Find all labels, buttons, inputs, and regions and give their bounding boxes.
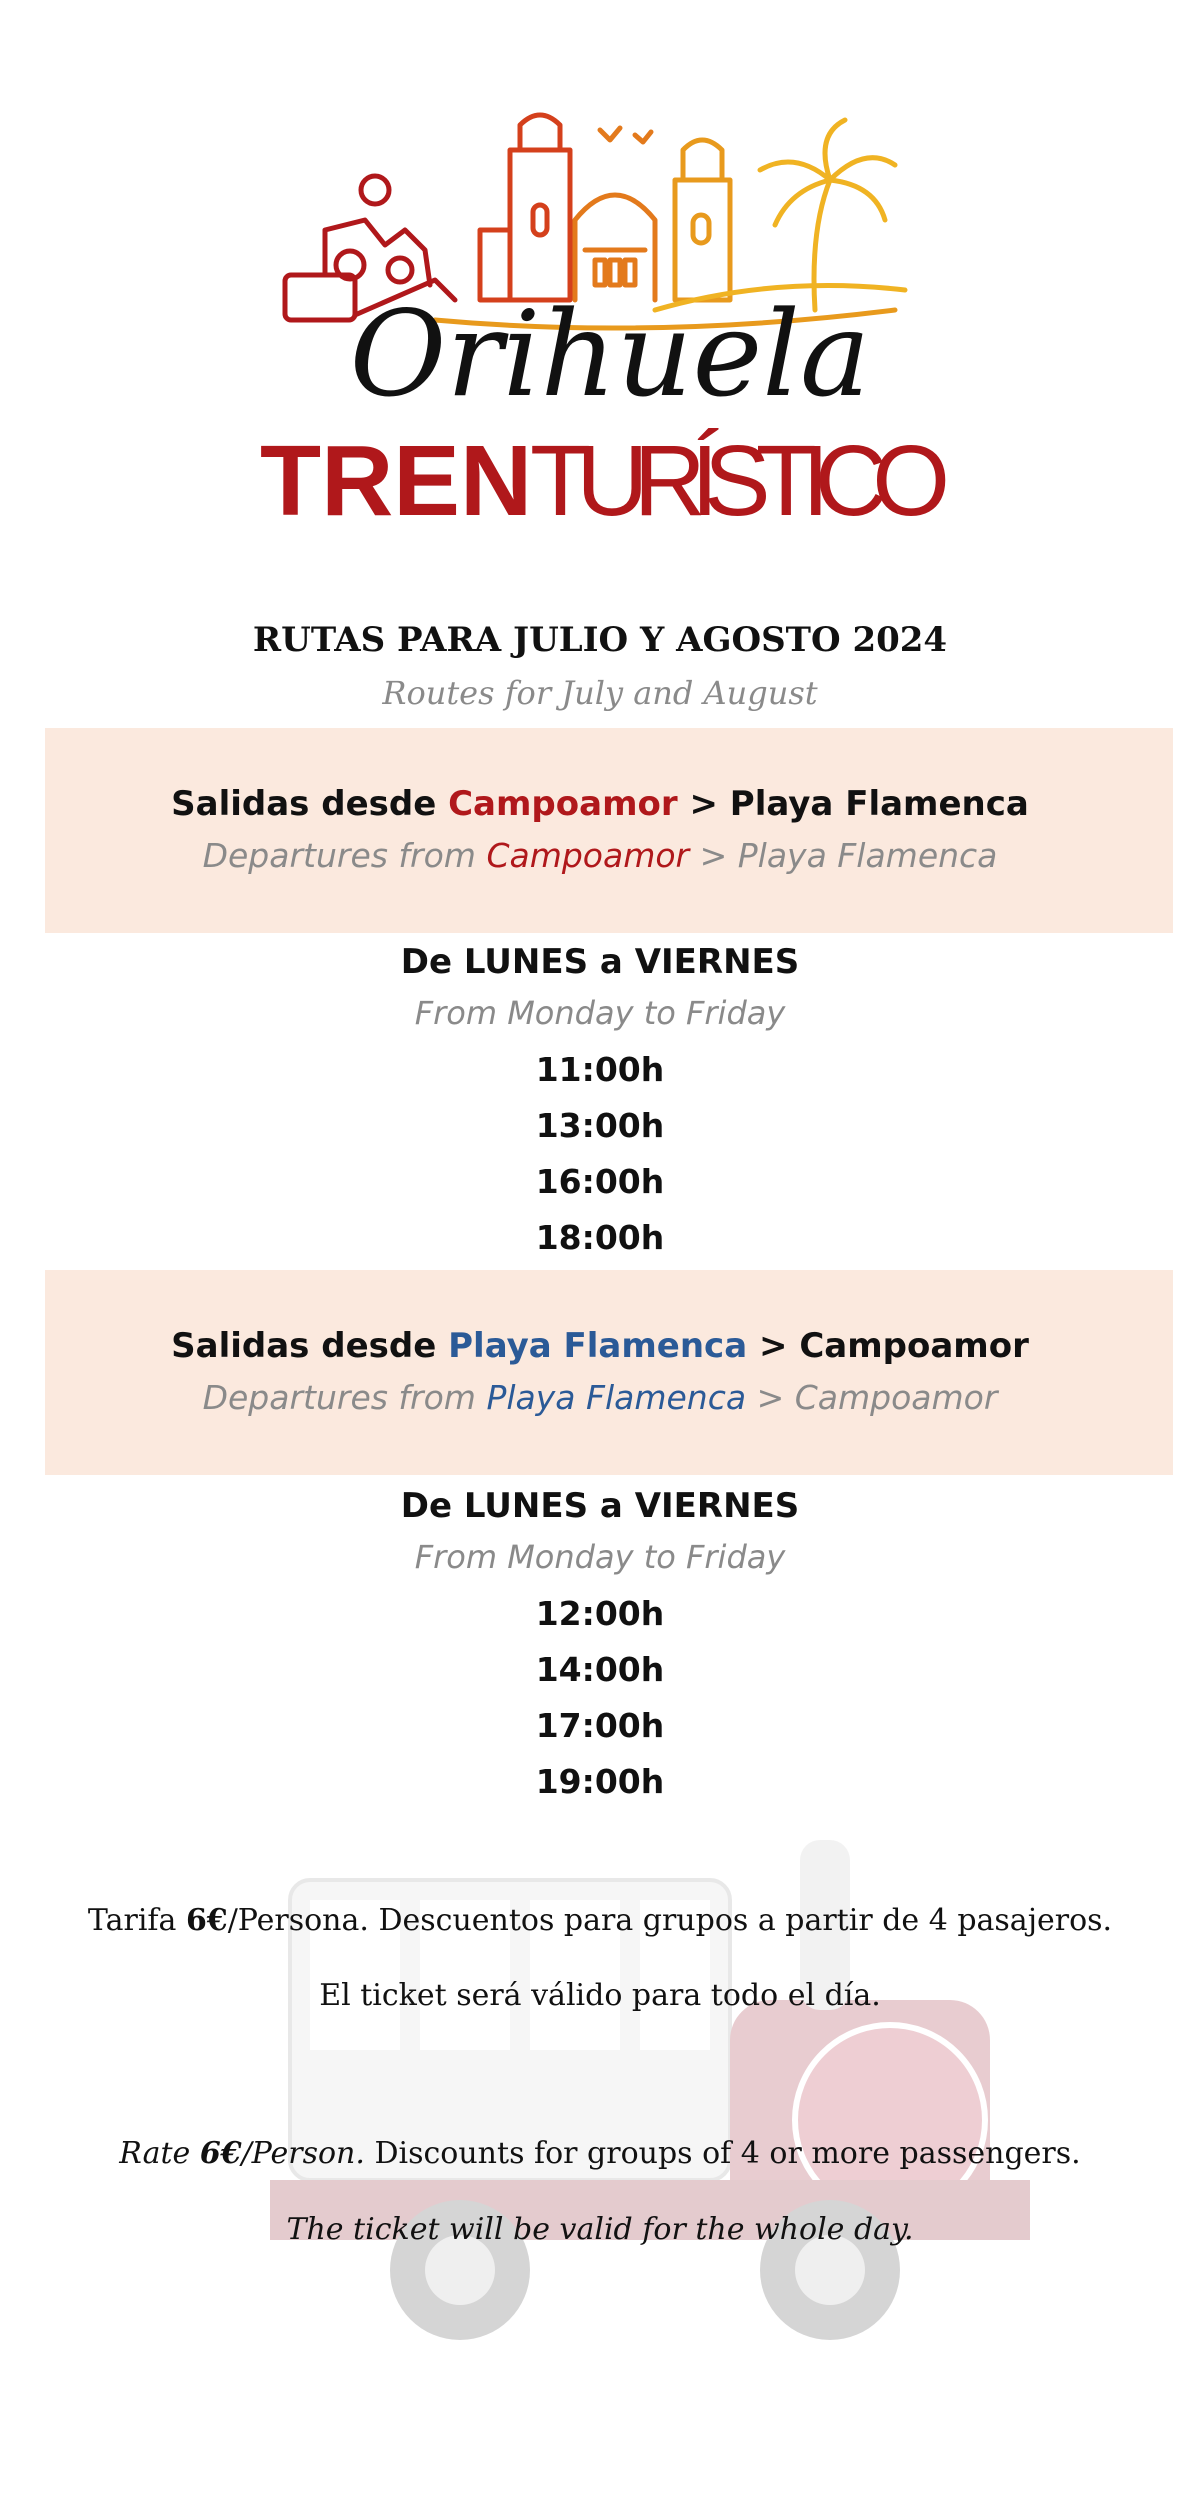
- route-2-origin-en: Playa Flamenca: [486, 1378, 747, 1417]
- route-2-time: 19:00h: [535, 1762, 665, 1801]
- logo-palm-icon: [760, 120, 895, 310]
- route-1-destination: > Playa Flamenca: [677, 784, 1029, 824]
- fare-es-price: 6€: [185, 1903, 228, 1938]
- route-2-destination-en: > Campoamor: [746, 1378, 998, 1417]
- logo-belltower-icon: [675, 140, 730, 300]
- route-1-destination-en: > Playa Flamenca: [689, 836, 998, 875]
- fare-en-line2: The ticket will be valid for the whole day.: [286, 2212, 914, 2247]
- orihuela-logo: [255, 110, 965, 530]
- route-2-time: 17:00h: [535, 1706, 665, 1745]
- route-1-band: [45, 728, 1173, 933]
- route-2-prefix: Salidas desde: [171, 1326, 449, 1366]
- route-1-time: 16:00h: [535, 1162, 665, 1201]
- route-2-prefix-en: Departures from: [202, 1378, 487, 1417]
- route-2-origin: Playa Flamenca: [448, 1326, 748, 1366]
- route-2-destination: > Campoamor: [747, 1326, 1029, 1366]
- fare-en-per-person: /Person.: [241, 2136, 365, 2171]
- fare-en-line1: [0, 2136, 1200, 2171]
- route-1-subtitle: [0, 836, 1200, 875]
- route-2-days: De LUNES a VIERNES: [400, 1486, 800, 1526]
- fare-es-discount: /Persona. Descuentos para grupos a partir de 4 pasajeros.: [227, 1903, 1113, 1938]
- fare-es-line1: [0, 1903, 1200, 1938]
- route-1-prefix: Salidas desde: [171, 784, 449, 824]
- route-1-days-en: From Monday to Friday: [414, 994, 786, 1032]
- route-1-origin: Campoamor: [448, 784, 678, 824]
- route-2-time: 14:00h: [535, 1650, 665, 1689]
- route-2-title: [0, 1326, 1200, 1366]
- route-2-time: 12:00h: [535, 1594, 665, 1633]
- route-1-origin-en: Campoamor: [486, 836, 690, 875]
- route-1-time: 13:00h: [535, 1106, 665, 1145]
- fare-es-line2: El ticket será válido para todo el día.: [319, 1978, 881, 2013]
- fare-en-discount: Discounts for groups of 4 or more passengers.: [364, 2136, 1081, 2171]
- route-1-time: 11:00h: [535, 1050, 665, 1089]
- logo-church-icon: [575, 128, 655, 300]
- logo-script-text: Orihuela: [349, 285, 871, 423]
- route-2-subtitle: [0, 1378, 1200, 1417]
- fare-es-label: Tarifa: [87, 1903, 186, 1938]
- route-1-time: 18:00h: [535, 1218, 665, 1257]
- route-2-days-en: From Monday to Friday: [414, 1538, 786, 1576]
- tourist-train-icon: [190, 1800, 1090, 2360]
- page-subtitle: Routes for July and August: [382, 674, 818, 712]
- logo-word-tren: TREN: [260, 425, 533, 530]
- route-1-days: De LUNES a VIERNES: [400, 942, 800, 982]
- fare-en-price: 6€: [199, 2136, 242, 2171]
- route-1-prefix-en: Departures from: [202, 836, 487, 875]
- logo-tower-icon: [480, 115, 570, 300]
- logo-word-turistico: TURÍSTICO: [530, 425, 950, 530]
- fare-en-label: Rate: [119, 2136, 200, 2171]
- route-1-title: [0, 784, 1200, 824]
- page-title: RUTAS PARA JULIO Y AGOSTO 2024: [252, 620, 948, 660]
- route-2-band: [45, 1270, 1173, 1475]
